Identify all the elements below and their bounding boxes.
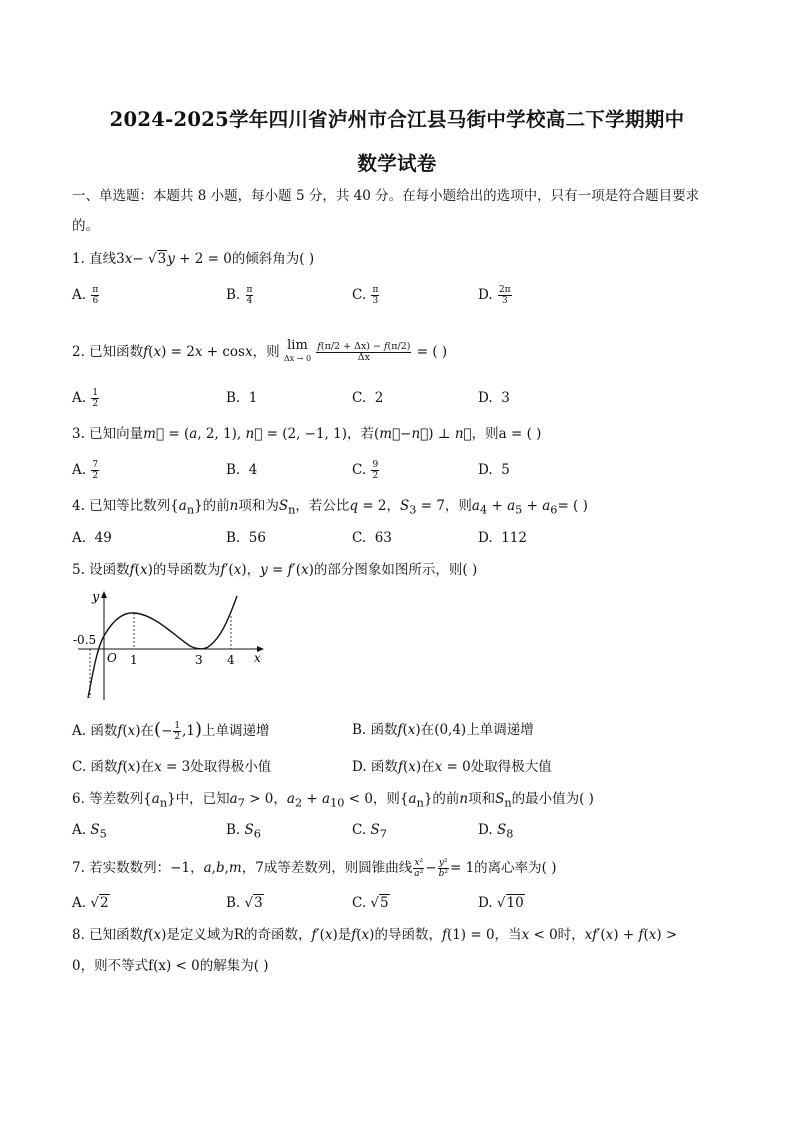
tick-neg-half: -0.5: [73, 633, 97, 647]
question-2-option-c[interactable]: C. 2: [352, 390, 384, 406]
x-label: x: [254, 651, 261, 665]
question-7-option-b[interactable]: B. √3: [226, 895, 263, 911]
question-7-stem: 7. 若实数数列：−1，a,b,m，7成等差数列，则圆锥曲线 $\frac{\text{x²}}{\text{a²}}$ − $\frac{\text{y²}}{\text{b²}}$ = 1的离心率为( ): [72, 858, 557, 879]
exam-title-line1: 2024-2025学年四川省泸州市合江县马街中学校高二下学期期中: [109, 108, 685, 131]
question-1-option-b[interactable]: B. $\frac{\pi}{4}$: [226, 285, 253, 306]
question-4-option-c[interactable]: C. 63: [352, 530, 392, 546]
question-3-option-c[interactable]: C. $\frac{9}{2}$: [352, 460, 379, 481]
question-7-option-d[interactable]: D. √10: [478, 895, 524, 911]
question-8-stem-line1: 8. 已知函数f(x)是定义域为R的奇函数，f′(x)是f(x)的导函数，f(1) = 0，当x < 0时，xf′(x) + f(x) >: [72, 927, 678, 943]
question-6-option-b[interactable]: B. $S_6$: [226, 822, 261, 841]
question-5-stem: 5. 设函数f(x)的导函数为f′(x)，y = f′(x)的部分图象如图所示，则( ): [72, 562, 478, 578]
question-7-option-a[interactable]: A. √2: [72, 895, 109, 911]
question-3-option-a[interactable]: A. $\frac{7}{2}$: [72, 460, 99, 481]
derivative-graph: [70, 586, 270, 704]
question-4-option-b[interactable]: B. 56: [226, 530, 266, 546]
question-3-option-b[interactable]: B. 4: [226, 462, 258, 478]
question-7-option-c[interactable]: C. √5: [352, 895, 389, 911]
question-6-option-d[interactable]: D. $S_8$: [478, 822, 514, 841]
question-5-option-d[interactable]: D. 函数f(x)在x = 0处取得极大值: [352, 759, 552, 775]
question-5-option-a[interactable]: A. 函数f(x)在(− $\frac{1}{2}$ ,1)上单调递增: [72, 719, 270, 742]
question-2-stem: 2. 已知函数f(x) = 2x + cosx，则 lim Δx → 0 $\frac{f(\pi/2 + \Delta x) - f(\pi/2)}{\Delta x}$ = ( ): [72, 338, 448, 363]
question-6-option-c[interactable]: C. $S_7$: [352, 822, 387, 841]
question-8-stem-line2: 0，则不等式f(x) < 0的解集为( ): [72, 958, 269, 974]
tick-4: 4: [227, 653, 235, 667]
question-1-option-d[interactable]: D. $\frac{2\pi}{3}$: [478, 285, 511, 306]
tick-3: 3: [195, 653, 203, 667]
question-1-stem: 1. 直线3x− √3y + 2 = 0的倾斜角为( ): [72, 251, 315, 267]
y-axis-arrow-icon: [101, 591, 107, 598]
question-2-option-d[interactable]: D. 3: [478, 390, 510, 406]
question-1-option-a[interactable]: A. $\frac{\pi}{6}$: [72, 285, 99, 306]
question-2-option-a[interactable]: A. $\frac{1}{2}$: [72, 388, 99, 409]
section-intro-line1: 一、单选题：本题共 8 小题，每小题 5 分，共 40 分。在每小题给出的选项中，只有一项是符合题目要求: [72, 188, 700, 204]
question-4-option-d[interactable]: D. 112: [478, 530, 527, 546]
exam-title-line2: 数学试卷: [357, 152, 437, 175]
question-2-option-b[interactable]: B. 1: [226, 390, 258, 406]
y-label: y: [92, 590, 100, 605]
question-3-stem: 3. 已知向量m⃗ = (a, 2, 1), n⃗ = (2, −1, 1)，若(m⃗−n⃗) ⊥ n⃗，则a = ( ): [72, 426, 542, 442]
question-6-option-a[interactable]: A. $S_5$: [72, 822, 107, 841]
tick-1: 1: [130, 653, 138, 667]
question-3-option-d[interactable]: D. 5: [478, 462, 510, 478]
derivative-curve: [88, 596, 237, 698]
question-5-option-c[interactable]: C. 函数f(x)在x = 3处取得极小值: [72, 759, 272, 775]
question-1-option-c[interactable]: C. $\frac{\pi}{3}$: [352, 285, 379, 306]
origin-label: O: [107, 651, 117, 665]
section-intro-line2: 的。: [72, 218, 99, 234]
question-4-stem: 4. 已知等比数列$\{a_n\}$的前n项和为$S_n$，若公比q = 2，$S_3 = 7$，则$a_4 + a_5 + a_6=$ ( ): [72, 498, 588, 517]
question-4-option-a[interactable]: A. 49: [72, 530, 112, 546]
question-5-option-b[interactable]: B. 函数f(x)在(0,4)上单调递增: [352, 722, 534, 738]
question-6-stem: 6. 等差数列$\{a_n\}$中，已知$a_7 > 0$，$a_2 + a_{10} < 0$，则$\{a_n\}$的前n项和$S_n$的最小值为( ): [72, 791, 594, 810]
